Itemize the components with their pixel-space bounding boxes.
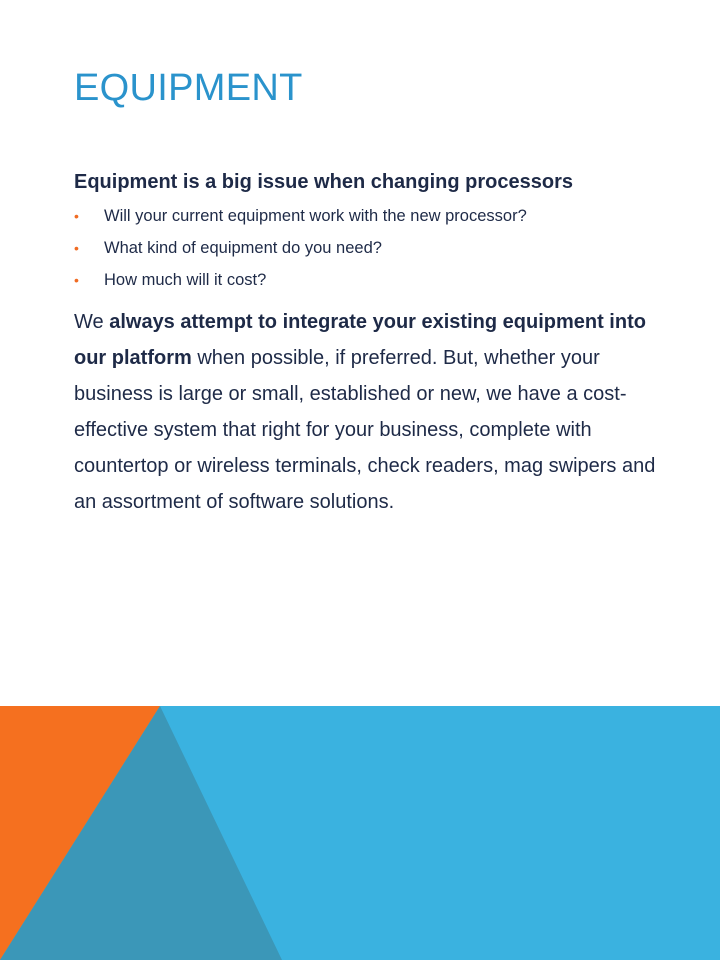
decorative-footer-shapes bbox=[0, 706, 720, 960]
bullet-marker: • bbox=[74, 272, 79, 288]
bullet-item bbox=[74, 206, 527, 238]
bullet-text: How much will it cost? bbox=[104, 271, 267, 289]
body-text-part2: when possible, if preferred. But, whether your business is large or small, established or new, we have a cost-effective system that right for your business, complete with countertop or wireless terminals, check readers, mag swipers and an assortment of software solutions. bbox=[74, 347, 656, 513]
body-paragraph bbox=[74, 304, 664, 520]
bullet-marker: • bbox=[74, 208, 79, 224]
bullet-text: Will your current equipment work with the new processor? bbox=[104, 207, 527, 225]
bullet-marker: • bbox=[74, 240, 79, 256]
bullet-text: What kind of equipment do you need? bbox=[104, 239, 382, 257]
subheading: Equipment is a big issue when changing processors bbox=[74, 171, 573, 193]
bullet-item bbox=[74, 238, 527, 270]
body-text-bold: always attempt to integrate your existing equipment into our platform bbox=[74, 311, 646, 369]
body-text-part1: We bbox=[74, 311, 110, 333]
slide-title: EQUIPMENT bbox=[74, 67, 303, 109]
bullet-item bbox=[74, 270, 527, 302]
bullet-list bbox=[74, 206, 527, 302]
